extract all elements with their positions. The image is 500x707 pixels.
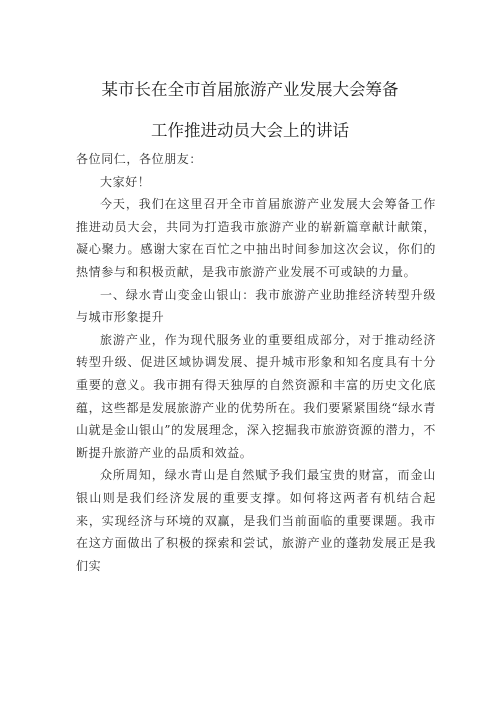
greeting: 大家好！ bbox=[100, 174, 151, 189]
salutation: 各位同仁，各位朋友： bbox=[76, 152, 203, 166]
paragraph-tourism-importance: 旅游产业，作为现代服务业的重要组成部分，对于推动经济转型升级、促进区域协调发展、提升城市形象和知名度具有十分重要的意义。我市拥有得天独厚的自然资源和丰富的历史文化底蕴，这些都是发展旅游产业的优势所在。我们要紧紧围绕“绿水青山就是金山银山”的发展理念，深入挖掘我市旅游资源的潜力，不断提升旅游产业的品质和效益。 bbox=[76, 332, 436, 460]
speech-title-line-2: 工作推进动员大会上的讲话 bbox=[151, 121, 349, 140]
paragraph-opening: 今天，我们在这里召开全市首届旅游产业发展大会筹备工作推进动员大会，共同为打造我市旅游产业的崭新篇章献计献策，凝心聚力。感谢大家在百忙之中抽出时间参加这次会议，你们的热情参与和积极贡献，是我市旅游产业发展不可或缺的力量。 bbox=[76, 197, 436, 279]
paragraph-green-mountains: 众所周知，绿水青山是自然赋予我们最宝贵的财富，而金山银山则是我们经济发展的重要支撑。如何将这两者有机结合起来，实现经济与环境的双赢，是我们当前面临的重要课题。我市在这方面做出了积极的探索和尝试，旅游产业的蓬勃发展正是我们实 bbox=[76, 468, 436, 573]
section-heading-1: 一、绿水青山变金山银山：我市旅游产业助推经济转型升级与城市形象提升 bbox=[76, 287, 436, 325]
speech-body bbox=[76, 148, 436, 577]
speech-title-line-1: 某市长在全市首届旅游产业发展大会筹备 bbox=[101, 80, 399, 99]
